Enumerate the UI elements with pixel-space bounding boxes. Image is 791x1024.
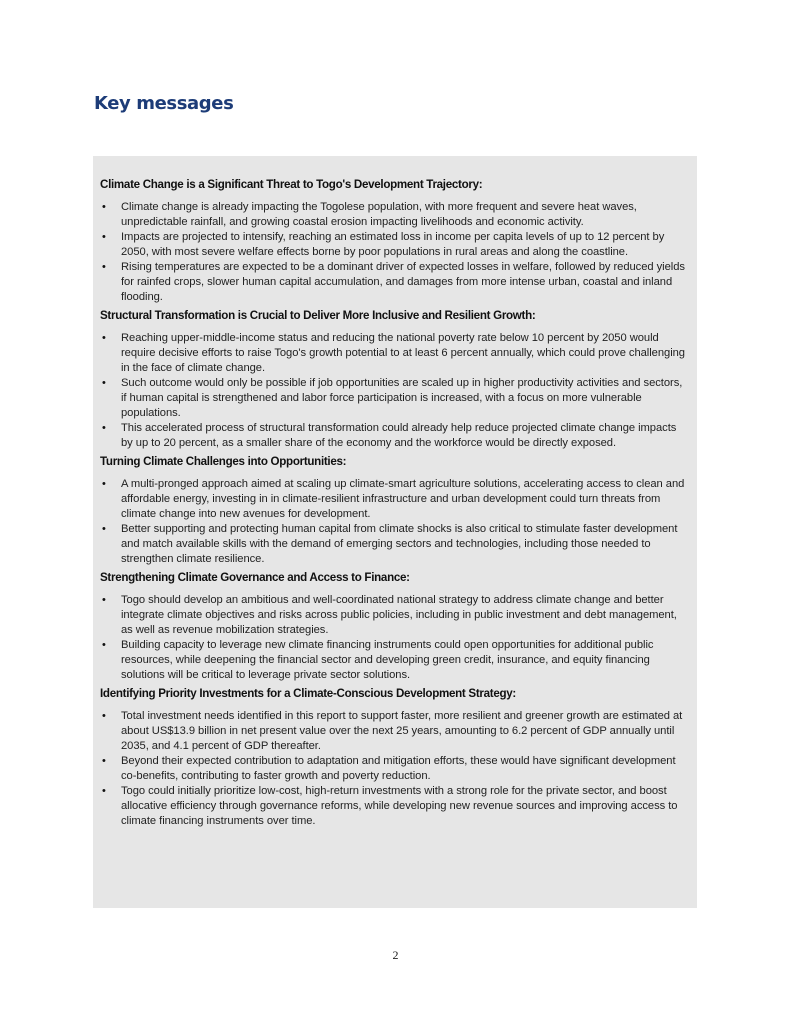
list-item: • Total investment needs identified in this report to support faster, more resilient and greener growth are estimated at about US$13.9 billion in net present value over the next 25 years, amounting to 6.2 percent of GDP annually until 2035, and 4.1 percent of GDP thereafter. <box>102 710 683 752</box>
section-title: Structural Transformation is Crucial to Deliver More Inclusive and Resilient Growth: <box>100 309 536 322</box>
list-item: • This accelerated process of structural transformation could already help reduce projected climate change impacts by up to 20 percent, as a smaller share of the economy and the workforce would be directly exposed. <box>102 422 677 449</box>
section-governance-finance <box>100 571 689 683</box>
list-item: • Building capacity to leverage new climate financing instruments could open opportunities for additional public resources, while deepening the financial sector and developing green credit, insurance, and equity financing solutions will be critical to leverage private sector solutions. <box>102 639 654 681</box>
section-priority-investments <box>100 687 689 829</box>
page-title: Key messages <box>94 93 234 114</box>
list-item: • Reaching upper-middle-income status and reducing the national poverty rate below 10 percent by 2050 would require decisive efforts to raise Togo's growth potential to at least 6 percent annually, which could prove challenging in the face of climate change. <box>102 332 685 374</box>
section-title: Identifying Priority Investments for a Climate-Conscious Development Strategy: <box>100 687 516 700</box>
section-title: Climate Change is a Significant Threat to Togo's Development Trajectory: <box>100 178 483 191</box>
bullet-icon: • <box>102 523 106 535</box>
section-opportunities <box>100 455 689 567</box>
bullet-icon: • <box>102 332 106 344</box>
list-item: • Such outcome would only be possible if job opportunities are scaled up in higher productivity activities and sectors, if human capital is strengthened and labor force participation is increased, with a focus on more vulnerable populations. <box>102 377 683 419</box>
bullet-icon: • <box>102 422 106 434</box>
bullet-icon: • <box>102 231 106 243</box>
section-climate-threat <box>100 178 689 305</box>
list-item: • Togo could initially prioritize low-cost, high-return investments with a strong role for the private sector, and boost allocative efficiency through governance reforms, while developing new revenue sources and improving access to climate financing instruments over time. <box>102 785 678 827</box>
list-item: • Impacts are projected to intensify, reaching an estimated loss in income per capita levels of up to 12 percent by 2050, with most severe welfare effects borne by poor populations in rural areas and along the coastline. <box>102 231 665 258</box>
bullet-list <box>100 331 689 451</box>
bullet-icon: • <box>102 755 106 767</box>
page-number: 2 <box>392 948 399 962</box>
bullet-icon: • <box>102 377 106 389</box>
bullet-icon: • <box>102 785 106 797</box>
section-structural-transformation <box>100 309 689 451</box>
list-item: • A multi-pronged approach aimed at scaling up climate-smart agriculture solutions, accelerating access to clean and affordable energy, investing in in climate-resilient infrastructure and urban development could turn threats from climate change into new avenues for development. <box>102 478 685 520</box>
section-title: Turning Climate Challenges into Opportunities: <box>100 455 347 468</box>
bullet-list <box>100 477 689 567</box>
bullet-icon: • <box>102 710 106 722</box>
section-title: Strengthening Climate Governance and Access to Finance: <box>100 571 410 584</box>
bullet-icon: • <box>102 261 106 273</box>
list-item: • Climate change is already impacting the Togolese population, with more frequent and severe heat waves, unpredictable rainfall, and growing coastal erosion impacting livelihoods and economic activity. <box>102 201 637 228</box>
list-item: • Beyond their expected contribution to adaptation and mitigation efforts, these would have significant development co-benefits, contributing to faster growth and poverty reduction. <box>102 755 676 782</box>
list-item: • Rising temperatures are expected to be a dominant driver of expected losses in welfare, followed by reduced yields for rainfed crops, slower human capital accumulation, and damages from more intense urban, coastal and inland flooding. <box>102 261 685 303</box>
list-item: • Better supporting and protecting human capital from climate shocks is also critical to stimulate faster development and match available skills with the demand of emerging sectors and technologies, including those needed to strengthen climate resilience. <box>102 523 678 565</box>
key-messages-box <box>93 156 697 908</box>
bullet-list <box>100 200 689 305</box>
bullet-icon: • <box>102 201 106 213</box>
bullet-list <box>100 593 689 683</box>
bullet-icon: • <box>102 639 106 651</box>
list-item: • Togo should develop an ambitious and well-coordinated national strategy to address climate change and better integrate climate objectives and risks across public policies, including in public investment and debt management, as well as revenue mobilization strategies. <box>102 594 677 636</box>
bullet-icon: • <box>102 478 106 490</box>
bullet-list <box>100 709 689 829</box>
bullet-icon: • <box>102 594 106 606</box>
